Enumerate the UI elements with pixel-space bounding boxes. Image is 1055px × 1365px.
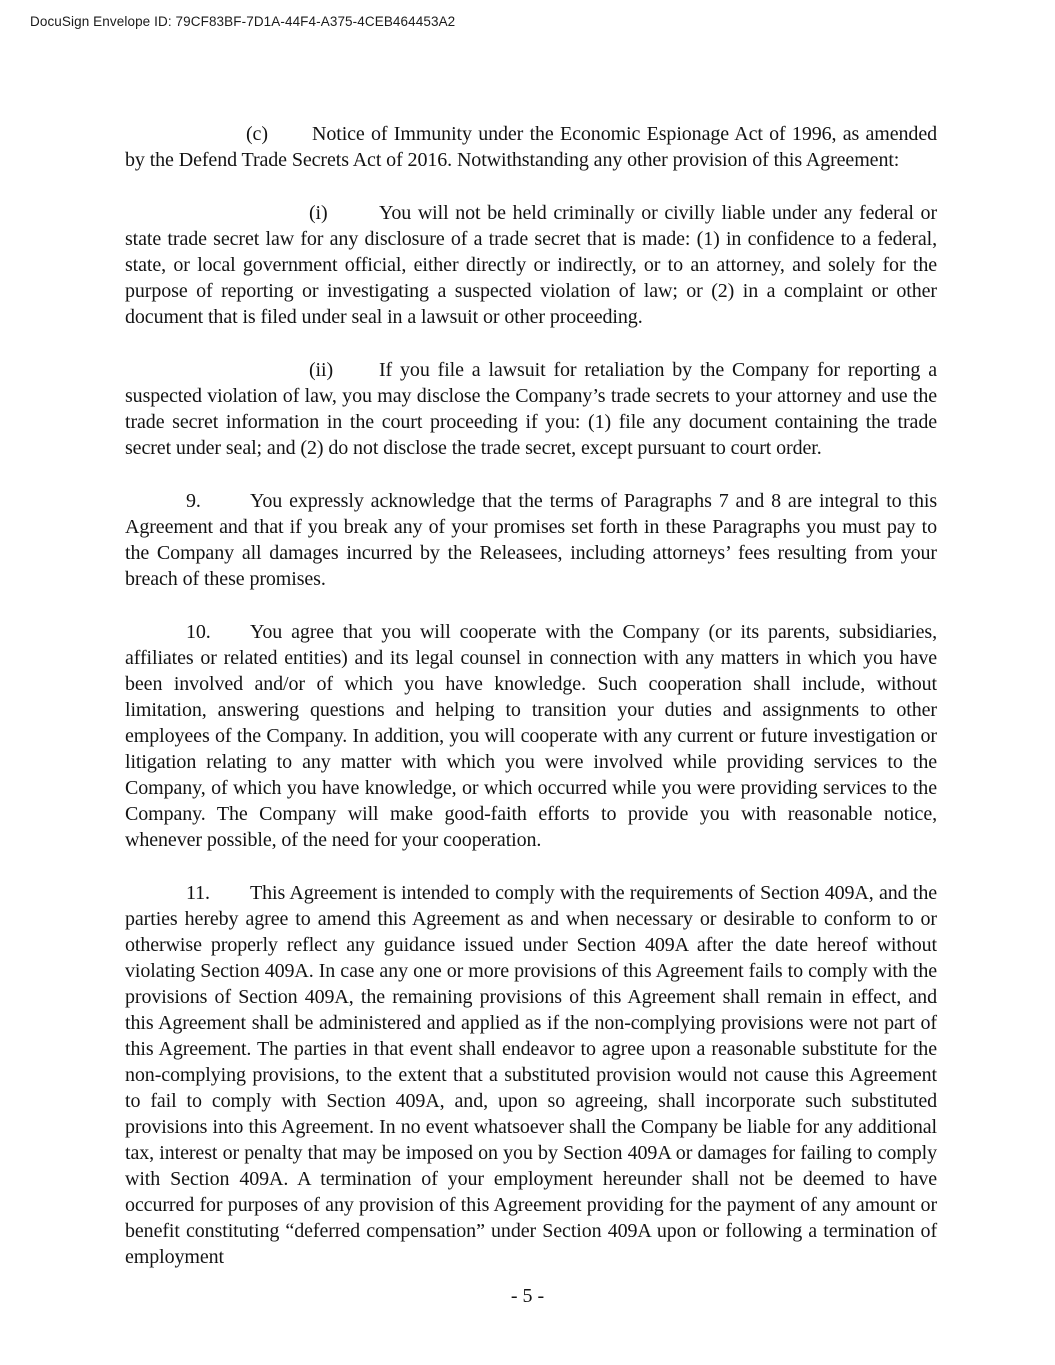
paragraph-10: [125, 619, 937, 853]
paragraph-11: [125, 880, 937, 1270]
paragraph-c-ii-label: (ii): [309, 359, 334, 381]
docusign-envelope-id: DocuSign Envelope ID: 79CF83BF-7D1A-44F4-A375-4CEB464453A2: [30, 14, 456, 29]
paragraph-10-text: You agree that you will cooperate with the Company (or its parents, subsidiaries, affiliates or related entities) and its legal counsel in connection with any matters in which you have been involved and/or of which you have knowledge. Such cooperation shall include, without limitation, answering questions and helping to transition your duties and assignments to other employees of the Company. In addition, you will cooperate with any current or future investigation or litigation relating to any matter with which you were involved while providing services to the Company, of which you have knowledge, or which occurred while you were providing services to the Company. The Company will make good-faith efforts to provide you with reasonable notice, whenever possible, of the need for your cooperation.: [125, 621, 937, 851]
paragraph-9: [125, 488, 937, 592]
paragraph-c-i-label: (i): [309, 202, 328, 224]
paragraph-c-ii-text: If you file a lawsuit for retaliation by the Company for reporting a suspected violation of law, you may disclose the Company’s trade secrets to your attorney and use the trade secret information in the court proceeding if you: (1) file any document containing the trade secret under seal; and (2) do not disclose the trade secret, except pursuant to court order.: [125, 359, 937, 459]
paragraph-c-text: Notice of Immunity under the Economic Espionage Act of 1996, as amended by the Defend Trade Secrets Act of 2016. Notwithstanding any other provision of this Agreement:: [125, 123, 937, 171]
paragraph-c-ii: [125, 357, 937, 461]
paragraph-11-label: 11.: [186, 882, 210, 904]
paragraph-c-i-text: You will not be held criminally or civilly liable under any federal or state trade secret law for any disclosure of a trade secret that is made: (1) in confidence to a federal, state, or local government official, either directly or indirectly, or to an attorney, and solely for the purpose of reporting or investigating a suspected violation of law; or (2) in a complaint or other document that is filed under seal in a lawsuit or other proceeding.: [125, 202, 937, 328]
paragraph-9-label: 9.: [186, 490, 201, 512]
paragraph-11-text: This Agreement is intended to comply with the requirements of Section 409A, and the parties hereby agree to amend this Agreement as and when necessary or desirable to conform to or otherwise properly reflect any guidance issued under Section 409A after the date hereof without violating Section 409A. In case any one or more provisions of this Agreement fails to comply with the provisions of Section 409A, the remaining provisions of this Agreement shall remain in effect, and this Agreement shall be administered and applied as if the non-complying provisions were not part of this Agreement. The parties in that event shall endeavor to agree upon a reasonable substitute for the non-complying provisions, to the extent that a substituted provision would not cause this Agreement to fail to comply with Section 409A, and, upon so agreeing, shall incorporate such substituted provisions into this Agreement. In no event whatsoever shall the Company be liable for any additional tax, interest or penalty that may be imposed on you by Section 409A or damages for failing to comply with Section 409A. A termination of your employment hereunder shall not be deemed to have occurred for purposes of any provision of this Agreement providing for the payment of any amount or benefit constituting “deferred compensation” under Section 409A upon or following a termination of employment: [125, 882, 937, 1268]
page-number: - 5 -: [510, 1285, 545, 1307]
document-body: [125, 121, 937, 1270]
paragraph-c-label: (c): [246, 123, 268, 145]
paragraph-10-label: 10.: [186, 621, 211, 643]
paragraph-9-text: You expressly acknowledge that the terms of Paragraphs 7 and 8 are integral to this Agreement and that if you break any of your promises set forth in these Paragraphs you must pay to the Company all damages incurred by the Releasees, including attorneys’ fees resulting from your breach of these promises.: [125, 490, 937, 590]
paragraph-c: [125, 121, 937, 173]
paragraph-c-i: [125, 200, 937, 330]
